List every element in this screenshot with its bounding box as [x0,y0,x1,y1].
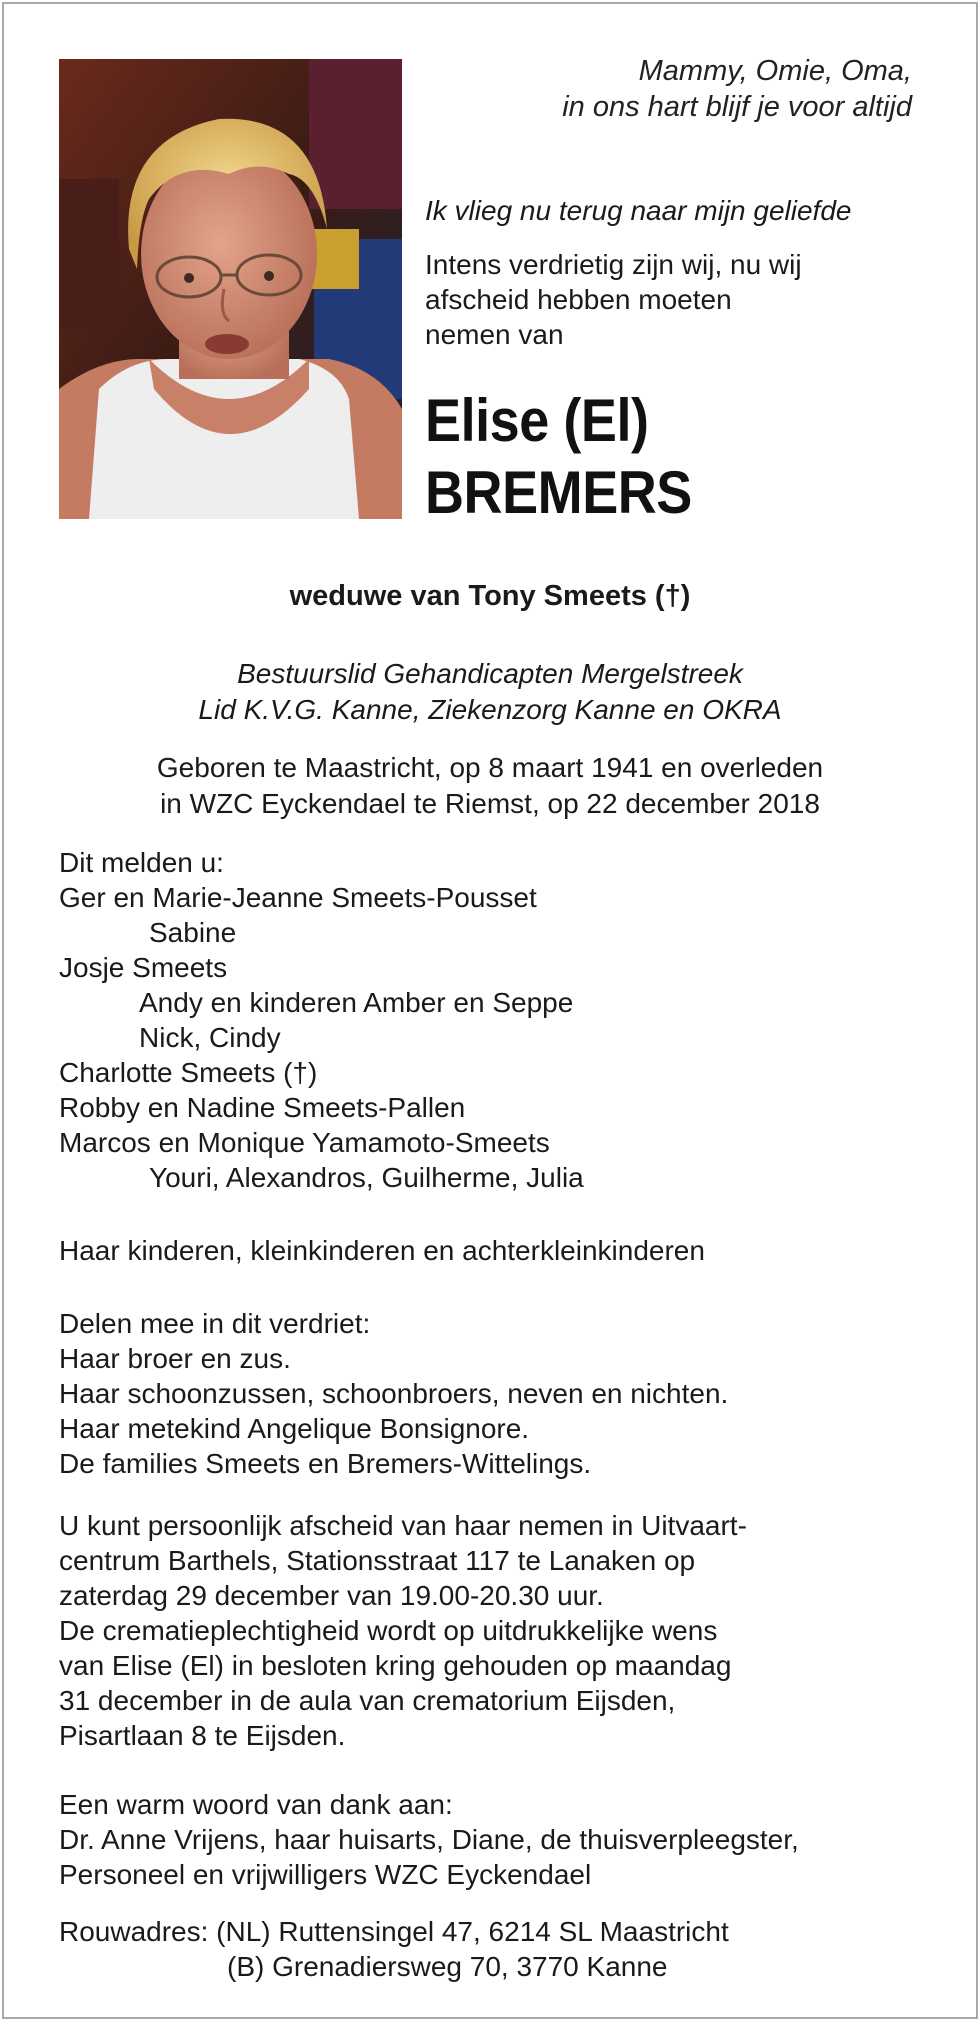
role-line: Bestuurslid Gehandicapten Mergelstreek [237,658,743,689]
deceased-name [425,385,893,529]
died-line: in WZC Eyckendael te Riemst, op 22 december 2018 [160,788,820,819]
farewell-line: Pisartlaan 8 te Eijsden. [59,1720,346,1751]
family-member: Robby en Nadine Smeets-Pallen [59,1092,466,1123]
family-member: Andy en kinderen Amber en Seppe [139,987,574,1018]
family-member: Sabine [149,917,237,948]
farewell-line: van Elise (El) in besloten kring gehouden op maandag [59,1650,732,1681]
family-member: Charlotte Smeets (†) [59,1057,318,1088]
share-line: Haar broer en zus. [59,1343,291,1374]
farewell-line: centrum Barthels, Stationsstraat 117 te Lanaken op [59,1545,696,1576]
farewell-info [59,1508,939,1753]
motto [452,53,912,125]
address-line: Rouwadres: (NL) Ruttensingel 47, 6214 SL Maastricht [59,1916,729,1947]
family-member: Youri, Alexandros, Guilherme, Julia [149,1162,584,1193]
family-heading: Dit melden u: [59,847,224,878]
share-grief [59,1306,939,1481]
family-list [59,845,939,1195]
birth-death-info [0,750,980,822]
farewell-line: U kunt persoonlijk afscheid van haar nemen in Uitvaart- [59,1510,747,1541]
share-line: Haar metekind Angelique Bonsignore. [59,1413,530,1444]
family-member: Nick, Cindy [139,1022,281,1053]
family-member: Marcos en Monique Yamamoto-Smeets [59,1127,550,1158]
share-line: Delen mee in dit verdriet: [59,1308,371,1339]
intro-text [425,247,945,352]
intro-line: afscheid hebben moeten [425,284,732,315]
intro-line: nemen van [425,319,564,350]
role-line: Lid K.V.G. Kanne, Ziekenzorg Kanne en OKRA [198,694,782,725]
deceased-first-name: Elise (El) [425,387,649,454]
mourning-address [59,1914,939,1984]
portrait-photo [59,59,402,519]
children-line [59,1233,939,1268]
thanks-line: Dr. Anne Vrijens, haar huisarts, Diane, de thuisverpleegster, [59,1824,799,1855]
thanks [59,1787,939,1892]
motto-line: in ons hart blijf je voor altijd [562,91,912,123]
born-line: Geboren te Maastricht, op 8 maart 1941 en overleden [156,752,824,783]
share-line: De families Smeets en Bremers-Wittelings. [59,1448,592,1479]
address-line: (B) Grenadiersweg 70, 3770 Kanne [227,1951,668,1982]
thanks-line: Een warm woord van dank aan: [59,1789,453,1820]
intro-line: Intens verdrietig zijn wij, nu wij [425,249,802,280]
farewell-line: De crematieplechtigheid wordt op uitdrukkelijke wens [59,1615,718,1646]
widow-line: weduwe van Tony Smeets (†) [289,580,691,612]
farewell-line: 31 december in de aula van crematorium Eijsden, [59,1685,676,1716]
roles [0,656,980,728]
farewell-line: zaterdag 29 december van 19.00-20.30 uur. [59,1580,604,1611]
deceased-last-name: BREMERS [425,459,692,526]
family-member: Ger en Marie-Jeanne Smeets-Pousset [59,882,537,913]
quote: Ik vlieg nu terug naar mijn geliefde [425,195,852,226]
motto-line: Mammy, Omie, Oma, [638,55,912,87]
share-line: Haar schoonzussen, schoonbroers, neven en nichten. [59,1378,729,1409]
portrait-photo-image [59,59,402,519]
children-text: Haar kinderen, kleinkinderen en achterkleinkinderen [59,1235,705,1266]
thanks-line: Personeel en vrijwilligers WZC Eyckendael [59,1859,592,1890]
family-member: Josje Smeets [59,952,228,983]
